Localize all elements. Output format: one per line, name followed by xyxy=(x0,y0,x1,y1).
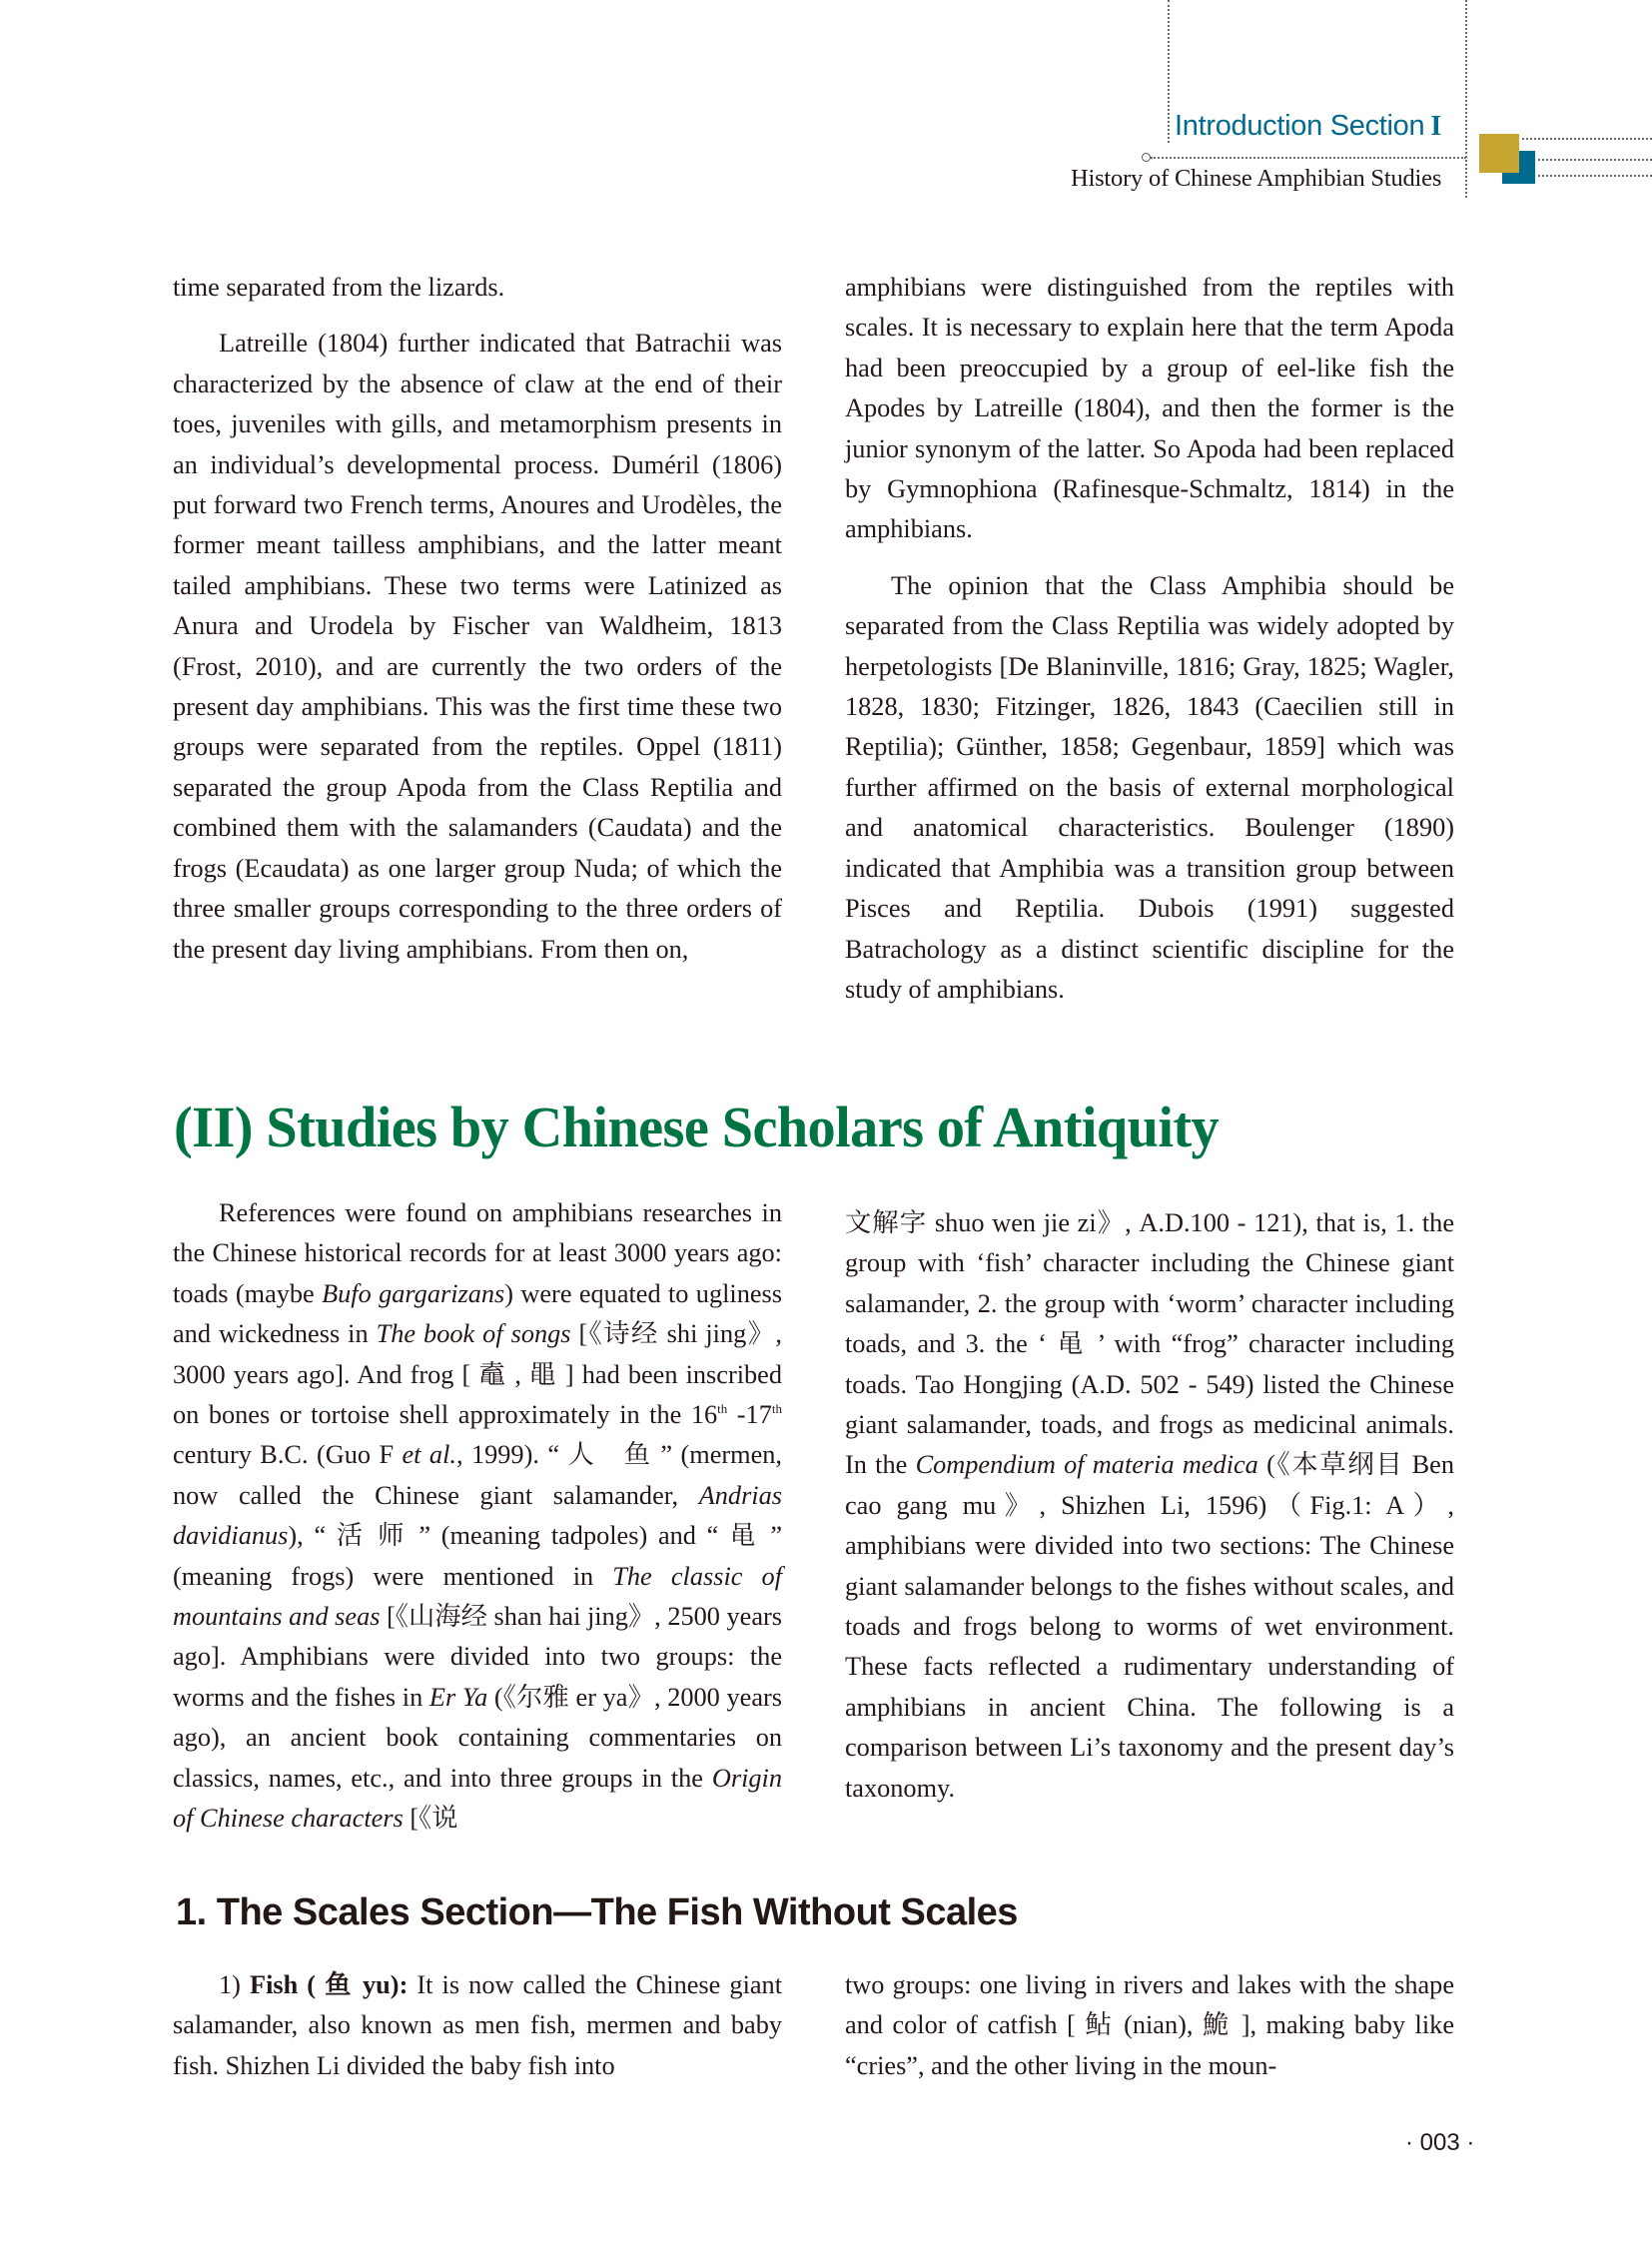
header-gold-square xyxy=(1479,134,1519,173)
species-name: Andrias davidianus xyxy=(173,1480,782,1551)
superscript: th xyxy=(771,1401,782,1417)
top-right-column xyxy=(845,268,1454,1010)
paragraph xyxy=(173,1965,782,2086)
header-divider-vertical-left xyxy=(1168,0,1170,143)
section2-right-column xyxy=(845,1203,1454,1809)
species-name: Bufo gargarizans xyxy=(322,1278,505,1308)
header-rule-2 xyxy=(1538,159,1652,161)
item-number: 1) xyxy=(219,1970,250,1999)
text: ), “ 活 师 ” (meaning tadpoles) and “ 黾 ” (meaning frogs) were mentioned in xyxy=(173,1521,782,1591)
paragraph: The opinion that the Class Amphibia should be separated from the Class Reptilia was widely adopted by herpetologists [De Blaninville, 1816; Gray, 1825; Wagler, 1828, 1830; Fitzinger, 1826, 1843 (Caecilien still in Reptilia); Günther, 1858; Gegenbaur, 1859] which was further affirmed on the basis of external morphological and anatomical characteristics. Boulenger (1890) indicated that Amphibia was a transition group between Pisces and Reptilia. Dubois (1991) suggested Batrachology as a distinct scientific discipline for the study of amphibians. xyxy=(845,570,1454,1004)
text: [《诗经 shi jing》, 3000 years ago]. And frog [ 鼁 , 黽 ] had been inscribed on bones or tortoise shell approximately in the 16 xyxy=(173,1319,782,1430)
subsection1-left-column xyxy=(173,1965,782,2086)
book-title: Er Ya xyxy=(428,1682,488,1712)
text: -17 xyxy=(727,1400,772,1430)
text: 文解字 shuo wen jie zi》, A.D.100 - 121), that is, 1. the group with ‘fish’ character including the Chinese giant salamander, 2. the group with ‘worm’ character including toads, and 3. the ‘ 黾 ’ with “frog” character including toads. Tao Hongjing (A.D. 502 - 549) listed the Chinese giant salamander, toads, and frogs as medicinal animals. In the xyxy=(845,1208,1454,1480)
paragraph: time separated from the lizards. xyxy=(173,273,505,302)
text: It is now called the Chinese giant salamander, also known as men fish, mermen and baby fish. Shizhen Li divided the baby fish into xyxy=(173,1970,782,2080)
paragraph: Latreille (1804) further indicated that Batrachii was characterized by the absence of claw at the end of their toes, juveniles with gills, and metamorphism presents in an individual’s developmental process. Duméril (1806) put forward two French terms, Anoures and Urodèles, the former meant tailless amphibians, and the latter meant tailed amphibians. These two terms were Latinized as Anura and Urodela by Fischer van Waldheim, 1813 (Frost, 2010), and are currently the two orders of the present day amphibians. This was the first time these two groups were separated from the reptiles. Oppel (1811) separated the group Apoda from the Class Reptilia and combined them with the salamanders (Caudata) and the frogs (Ecaudata) as one larger group Nuda; of which the three smaller groups corresponding to the three orders of the present day living amphibians. From then on, xyxy=(173,329,782,964)
text: century B.C. (Guo F xyxy=(173,1440,403,1470)
running-header-section xyxy=(1175,110,1441,143)
book-title: The classic of mountains and seas xyxy=(173,1561,782,1632)
book-title: Origin of Chinese characters xyxy=(173,1763,782,1834)
term-label: Fish ( 鱼 yu): xyxy=(250,1970,409,1999)
header-divider-vertical-right xyxy=(1465,0,1467,198)
paragraph xyxy=(845,1203,1454,1809)
text: , 1999). “ 人 鱼 ” (mermen, now called the Chinese giant salamander, xyxy=(173,1440,782,1510)
book-title: Compendium of materia medica xyxy=(915,1450,1258,1480)
book-title: The book of songs xyxy=(376,1319,571,1349)
section-label: Introduction Section xyxy=(1175,110,1425,142)
citation-etal: et al. xyxy=(402,1440,456,1470)
header-dot-marker xyxy=(1142,153,1151,162)
text: (《尔雅 er ya》, 2000 years ago), an ancient book containing commentaries on classics, names, etc., and into three groups in the xyxy=(173,1682,782,1793)
superscript: th xyxy=(717,1401,728,1417)
header-rule-1 xyxy=(1522,138,1652,140)
text: [《说 xyxy=(403,1804,458,1834)
text: (《本草纲目 Ben cao gang mu》, Shizhen Li, 1596)（Fig.1: A）, amphibians were divided into two sections: The Chinese giant salamander belongs to the fishes without scales, and toads and frogs belong to worms of wet environment. These facts reflected a rudimentary understanding of amphibians in ancient China. The following is a comparison between Li’s taxonomy and the present day’s taxonomy. xyxy=(845,1450,1454,1803)
text: [《山海经 shan hai jing》, 2500 years ago]. Amphibians were divided into two groups: the worms and the fishes in xyxy=(173,1602,782,1712)
paragraph xyxy=(173,1193,782,1840)
running-header-subtitle: History of Chinese Amphibian Studies xyxy=(1071,165,1442,192)
text: References were found on amphibians researches in the Chinese historical records for at least 3000 years ago: toads (maybe xyxy=(173,1198,782,1308)
section-heading: (II) Studies by Chinese Scholars of Antiquity xyxy=(174,1095,1220,1159)
text: ) were equated to ugliness and wickedness in xyxy=(173,1278,782,1349)
subsection1-right-column xyxy=(845,1965,1454,2086)
section-numeral: I xyxy=(1430,111,1441,142)
paragraph: two groups: one living in rivers and lakes with the shape and color of catfish [ 鲇 (nian), 鮠 ], making baby like “cries”, and the other living in the moun- xyxy=(845,1970,1454,2080)
subsection-heading: 1. The Scales Section—The Fish Without Scales xyxy=(176,1891,1018,1933)
header-rule-3 xyxy=(1538,175,1652,177)
section2-left-column xyxy=(173,1193,782,1840)
paragraph: amphibians were distinguished from the reptiles with scales. It is necessary to explain here that the term Apoda had been preoccupied by a group of eel-like fish the Apodes by Latreille (1804), and then the former is the junior synonym of the latter. So Apoda had been replaced by Gymnophiona (Rafinesque-Schmaltz, 1814) in the amphibians. xyxy=(845,273,1454,544)
top-left-column xyxy=(173,268,782,970)
header-divider-horizontal xyxy=(1151,157,1466,159)
page-number: · 003 · xyxy=(1405,2129,1475,2156)
